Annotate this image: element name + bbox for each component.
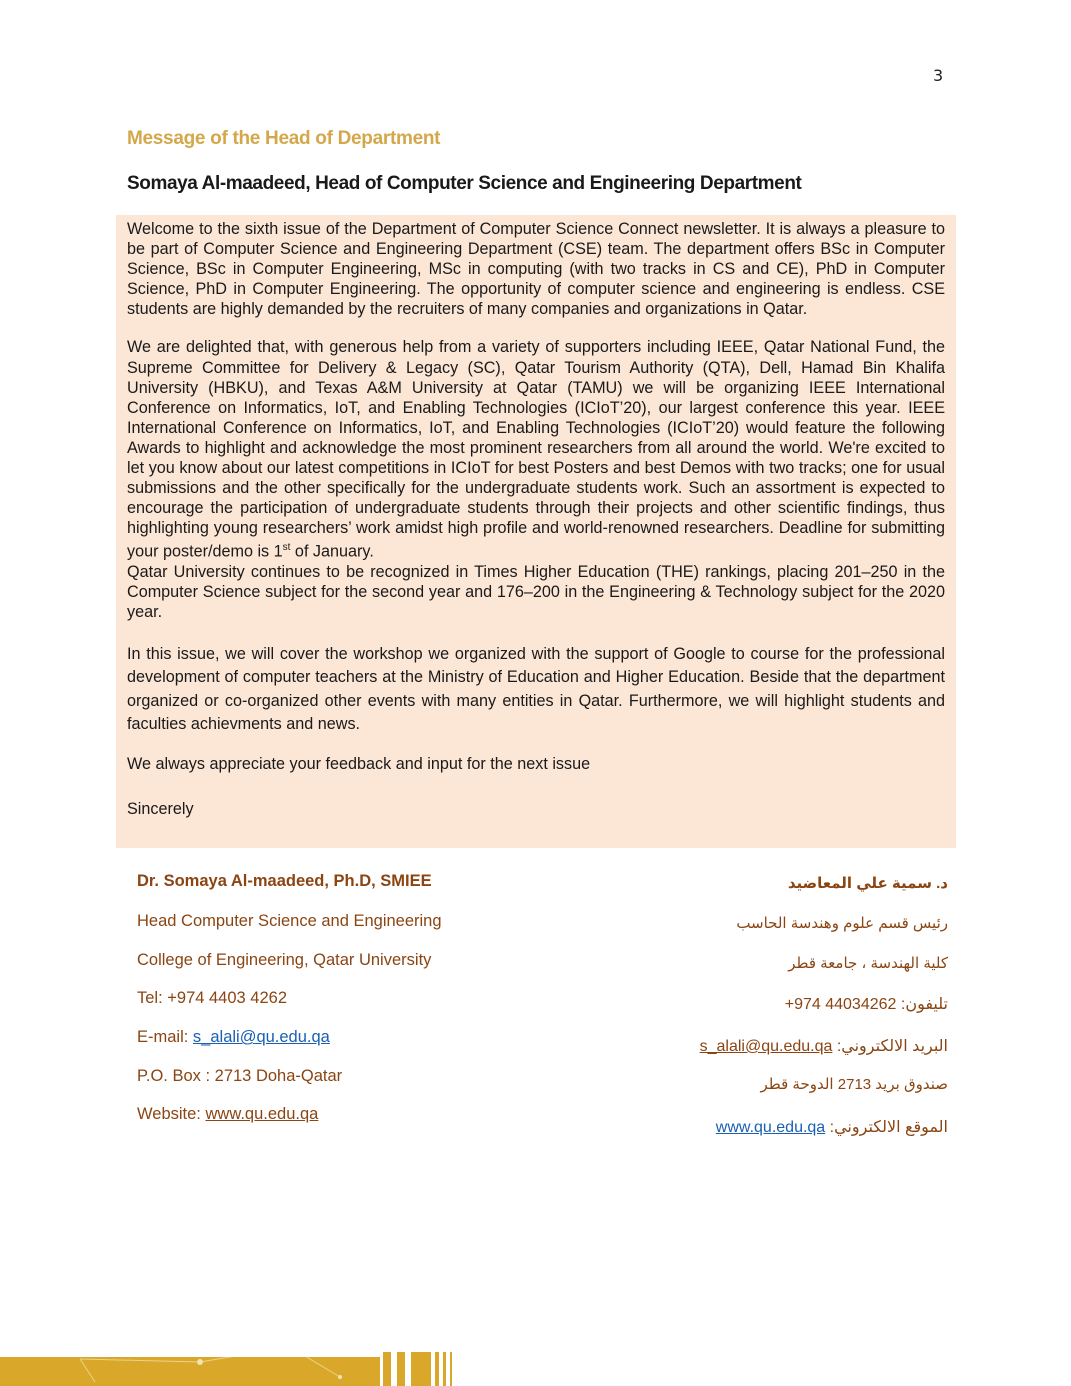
footer-band bbox=[0, 1357, 380, 1386]
contact-name-ar: د. سمية علي المعاضيد bbox=[787, 875, 948, 892]
contact-tel: Tel: +974 4403 4262 bbox=[137, 989, 288, 1007]
email-link[interactable]: s_alali@qu.edu.qa bbox=[192, 1028, 330, 1046]
sign-off: Sincerely bbox=[127, 800, 194, 819]
footer-bar bbox=[450, 1352, 452, 1386]
footer-network-pattern bbox=[0, 1357, 380, 1386]
footer-bar bbox=[411, 1352, 431, 1386]
page-subtitle: Somaya Al-maadeed, Head of Computer Science and Engineering Department bbox=[127, 173, 802, 194]
contact-title: Head Computer Science and Engineering bbox=[137, 912, 442, 930]
contact-website-row bbox=[137, 1105, 318, 1124]
section-title: Message of the Head of Department bbox=[127, 128, 441, 149]
contact-pobox-ar: صندوق بريد 2713 الدوحة قطر bbox=[760, 1076, 948, 1093]
message-paragraph-5: We always appreciate your feedback and input for the next issue bbox=[127, 755, 591, 774]
tel-label-ar: تليفون: bbox=[896, 996, 948, 1013]
footer-bar bbox=[397, 1352, 405, 1386]
contact-website-row-ar bbox=[716, 1117, 948, 1137]
contact-email-row bbox=[137, 1028, 330, 1047]
contact-college-ar: كلية الهندسة ، جامعة قطر bbox=[788, 955, 948, 972]
page-number: 3 bbox=[933, 66, 944, 85]
message-paragraph-3: Qatar University continues to be recognized in Times Higher Education (THE) rankings, placing 201–250 in the Computer Science subject for the second year and 176–200 in the Engineering & Technology subject for the 2020 year. bbox=[127, 562, 945, 622]
email-label: E-mail: bbox=[137, 1028, 193, 1046]
message-paragraph-1: Welcome to the sixth issue of the Department of Computer Science Connect newsletter. It is always a pleasure to be part of Computer Science and Engineering Department (CSE) team. The department offers BSc in Computer Science, BSc in Computer Engineering, MSc in computing (with two tracks in CS and CE), PhD in Computer Science, PhD in Computer Engineering. The opportunity of computer science and engineering is endless. CSE students are highly demanded by the recruiters of many companies and organizations in Qatar. bbox=[127, 220, 945, 319]
message-paragraph-4: In this issue, we will cover the workshop we organized with the support of Google to course for the professional development of computer teachers at the Ministry of Education and Higher Education. Beside that the department organized or co-organized other events with many entities in Qatar. Furthermore, we will highlight students and faculties achievments and news. bbox=[127, 645, 945, 734]
contact-name: Dr. Somaya Al-maadeed, Ph.D, SMIEE bbox=[137, 872, 432, 890]
tel-number-ar: +974 44034262 bbox=[784, 996, 897, 1013]
paragraph-2-text: We are delighted that, with generous help from a variety of supporters including IEEE, Qatar National Fund, the Supreme Committee for Delivery & Legacy (SC), Qatar Tourism Authority (QTA), Dell, Hamad Bin Khalifa University (HBKU), and Texas A&M University at Qatar (TAMU) we will be organizing IEEE International Conference on Informatics, IoT, and Enabling Technologies (ICIoT’20), our largest conference this year. IEEE International Conference on Informatics, IoT, and Enabling Technologies (ICIoT’20) would feature the following Awards to highlight and acknowledge the most prominent researchers from all around the world. We're excited to let you know about our latest competitions in ICIoT for best Posters and best Demos with two tracks; one for usual submissions and the other specifically for the undergraduate students work. Such an assortment is expected to encourage the participation of undergraduate students through their projects and other scientific findings, thus highlighting young researchers’ work amidst high profile and world-renowned researchers. Deadline for submitting your poster/demo is 1 bbox=[127, 338, 945, 561]
contact-title-ar: رئيس قسم علوم وهندسة الحاسب bbox=[736, 915, 948, 932]
contact-pobox: P.O. Box : 2713 Doha-Qatar bbox=[137, 1067, 343, 1085]
paragraph-2-end: of January. bbox=[290, 542, 374, 561]
contact-tel-row-ar bbox=[785, 994, 948, 1014]
message-box bbox=[116, 215, 956, 848]
email-link-ar[interactable]: s_alali@qu.edu.qa bbox=[699, 1038, 833, 1055]
ordinal-suffix: st bbox=[282, 542, 291, 554]
footer-bar bbox=[435, 1352, 439, 1386]
website-label: Website: bbox=[137, 1105, 206, 1123]
footer-bar bbox=[443, 1352, 446, 1386]
contact-email-row-ar bbox=[700, 1036, 948, 1056]
contact-college: College of Engineering, Qatar University bbox=[137, 951, 432, 969]
website-label-ar: الموقع الالكتروني: bbox=[825, 1119, 948, 1136]
website-link-ar[interactable]: www.qu.edu.qa bbox=[715, 1119, 826, 1136]
website-link[interactable]: www.qu.edu.qa bbox=[205, 1105, 319, 1123]
message-paragraph-2 bbox=[127, 337, 945, 561]
email-label-ar: البريد الالكتروني: bbox=[832, 1038, 948, 1055]
footer-bar bbox=[383, 1352, 391, 1386]
